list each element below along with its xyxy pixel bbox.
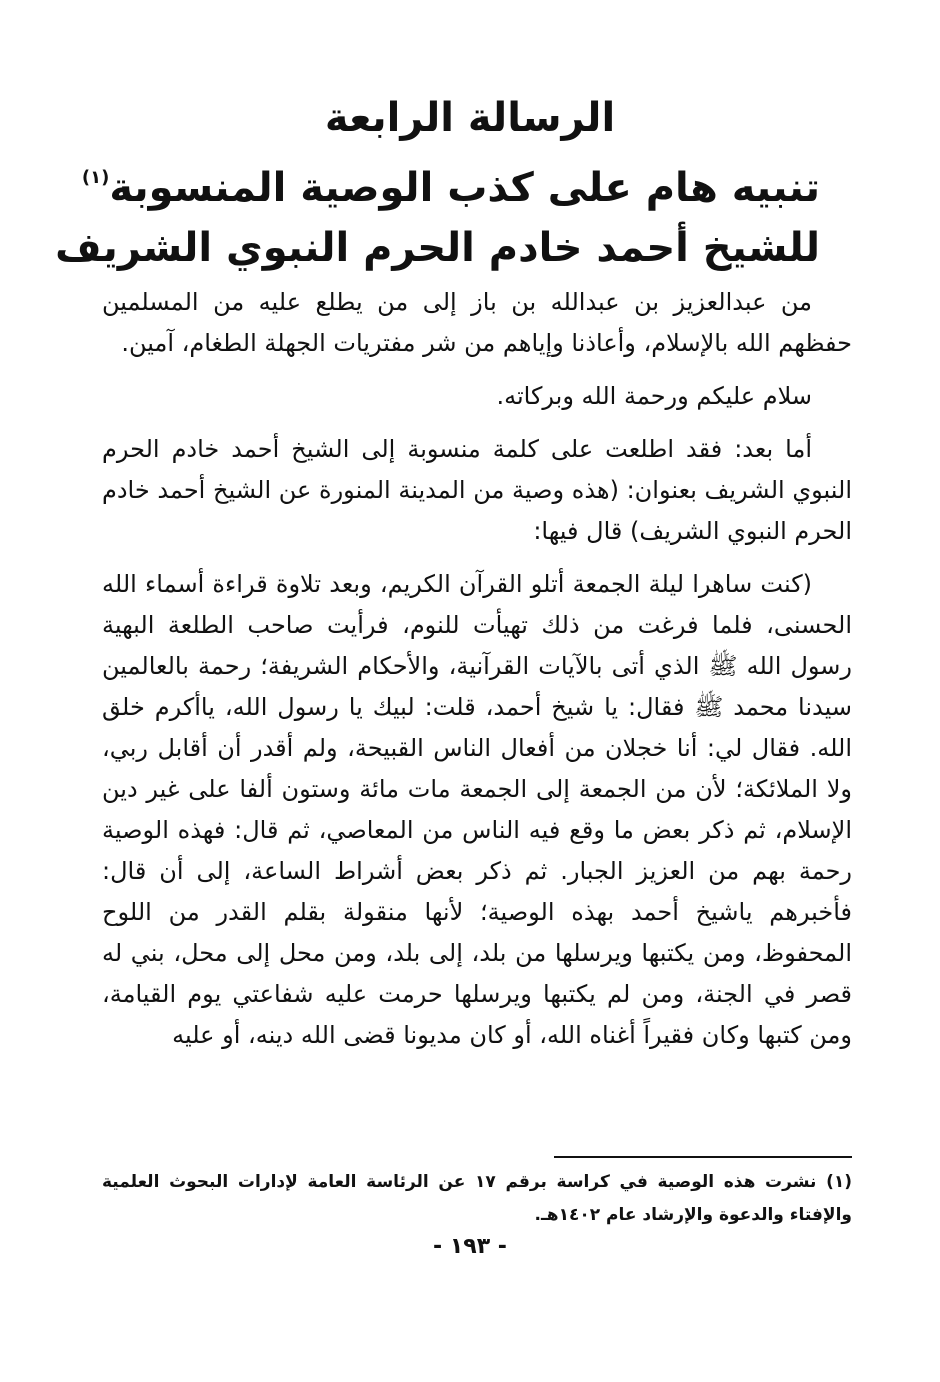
- footnote: (١) نشرت هذه الوصية في كراسة برقم ١٧ عن الرئاسة العامة لإدارات البحوث العلمية والإفتاء والدعوة والإرشاد عام ١٤٠٢هـ.: [102, 1172, 853, 1225]
- heading-line-3: للشيخ أحمد خادم الحرم النبوي الشريف: [55, 225, 820, 271]
- paragraph-greeting: من عبدالعزيز بن عبدالله بن باز إلى من يطلع عليه من المسلمين حفظهم الله بالإسلام، وأعاذنا وإياهم من شر مفتريات الجهلة الطغام، آمين.: [102, 288, 852, 357]
- body-text: [102, 282, 852, 1068]
- page-number: - ١٩٣ -: [433, 1234, 507, 1259]
- footnote-marker: (١): [81, 167, 110, 188]
- paragraph-salutation: سلام عليكم ورحمة الله وبركاته.: [496, 382, 812, 410]
- heading-line-2-text: تنبيه هام على كذب الوصية المنسوبة: [109, 165, 820, 211]
- heading-block: [55, 88, 820, 278]
- heading-line-2: [81, 148, 820, 218]
- paragraph-intro: أما بعد: فقد اطلعت على كلمة منسوبة إلى الشيخ أحمد خادم الحرم النبوي الشريف بعنوان: (هذه وصية من المدينة المنورة عن الشيخ أحمد خادم الحرم النبوي الشريف) قال فيها:: [102, 435, 852, 545]
- heading-line-1: الرسالة الرابعة: [324, 95, 616, 141]
- footnote-divider: [554, 1156, 852, 1158]
- paragraph-quotation: (كنت ساهرا ليلة الجمعة أتلو القرآن الكريم، وبعد تلاوة قراءة أسماء الله الحسنى، فلما فرغت من ذلك تهيأت للنوم، فرأيت صاحب الطلعة البهية رسول الله ﷺ الذي أتى بالآيات القرآنية، والأحكام الشريفة؛ رحمة بالعالمين سيدنا محمد ﷺ فقال: يا شيخ أحمد، قلت: لبيك يا رسول الله، ياأكرم خلق الله. فقال لي: أنا خجلان من أفعال الناس القبيحة، ولم أقدر أن أقابل ربي، ولا الملائكة؛ لأن من الجمعة إلى الجمعة مات مائة وستون ألفا على غير دين الإسلام، ثم ذكر بعض ما وقع فيه الناس من المعاصي، ثم قال: فهذه الوصية رحمة بهم من العزيز الجبار. ثم ذكر بعض أشراط الساعة، إلى أن قال: فأخبرهم ياشيخ أحمد بهذه الوصية؛ لأنها منقولة بقلم القدر من اللوح المحفوظ، ومن يكتبها ويرسلها من بلد، إلى بلد، ومن محل إلى محل، بني له قصر في الجنة، ومن لم يكتبها ويرسلها حرمت عليه شفاعتي يوم القيامة، ومن كتبها وكان فقيراً أغناه الله، أو كان مديونا قضى الله دينه، أو عليه: [102, 570, 852, 1049]
